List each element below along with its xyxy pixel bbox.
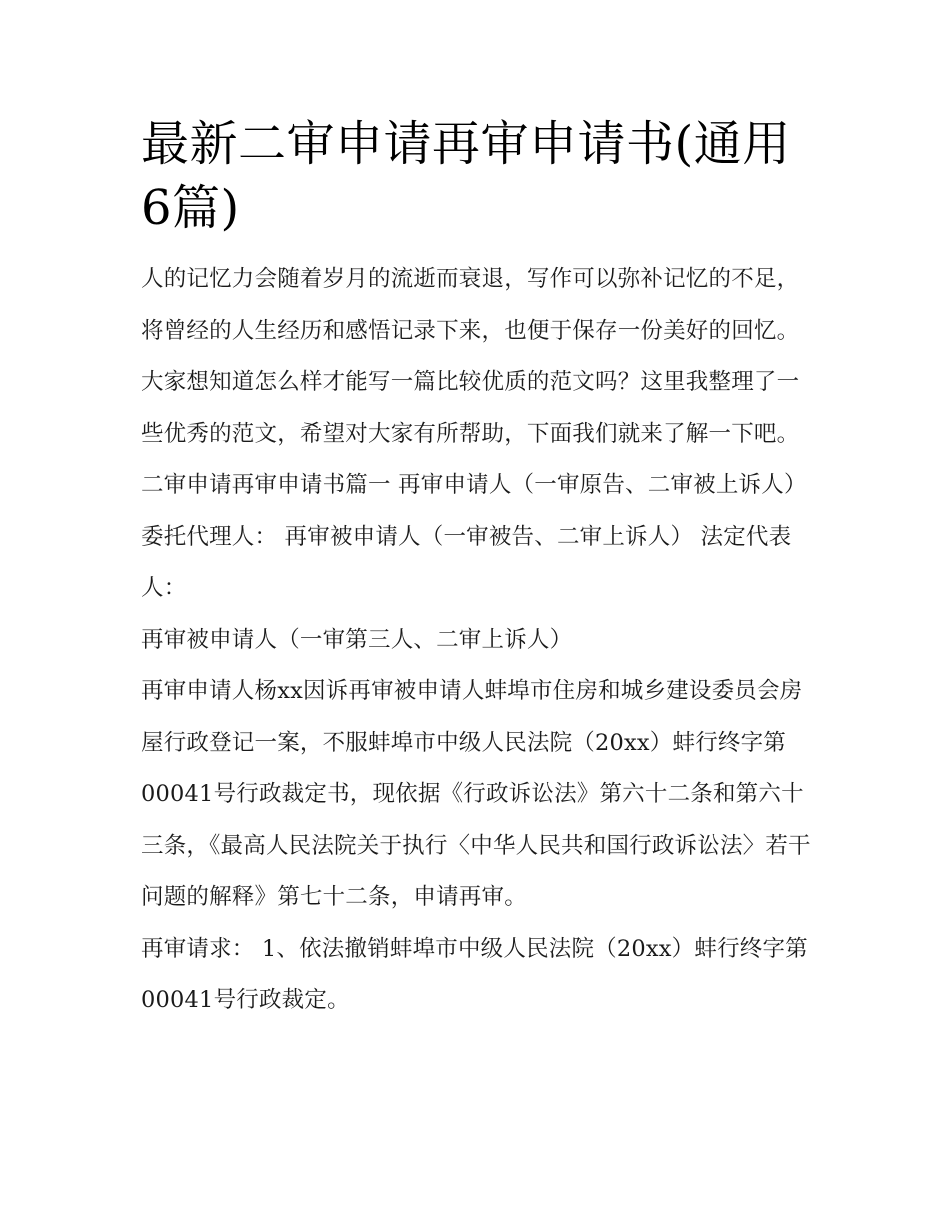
paragraph-request: 再审请求： 1、依法撤销蚌埠市中级人民法院（20xx）蚌行终字第00041号行政裁定。 — [141, 935, 808, 1013]
paragraph-third-party: 再审被申请人（一审第三人、二审上诉人） — [141, 626, 573, 653]
document-title: 最新二审申请再审申请书(通用6篇) — [141, 116, 791, 236]
document-body — [141, 112, 816, 1027]
paragraph-parties: 二审申请再审申请书篇一 再审申请人（一审原告、二审被上诉人） 委托代理人： 再审被申请人（一审被告、二审上诉人） 法定代表人： — [141, 472, 807, 601]
paragraph-intro: 人的记忆力会随着岁月的流逝而衰退，写作可以弥补记忆的不足，将曾经的人生经历和感悟记录下来，也便于保存一份美好的回忆。大家想知道怎么样才能写一篇比较优质的范文吗？这里我整理了一些优秀的范文，希望对大家有所帮助，下面我们就来了解一下吧。 — [141, 266, 800, 447]
paragraph-case-statement: 再审申请人杨xx因诉再审被申请人蚌埠市住房和城乡建设委员会房屋行政登记一案，不服蚌埠市中级人民法院（20xx）蚌行终字第00041号行政裁定书，现依据《行政诉讼法》第六十二条和第六十三条，《最高人民法院关于执行〈中华人民共和国行政诉讼法〉若干问题的解释》第七十二条，申请再审。 — [141, 678, 811, 910]
